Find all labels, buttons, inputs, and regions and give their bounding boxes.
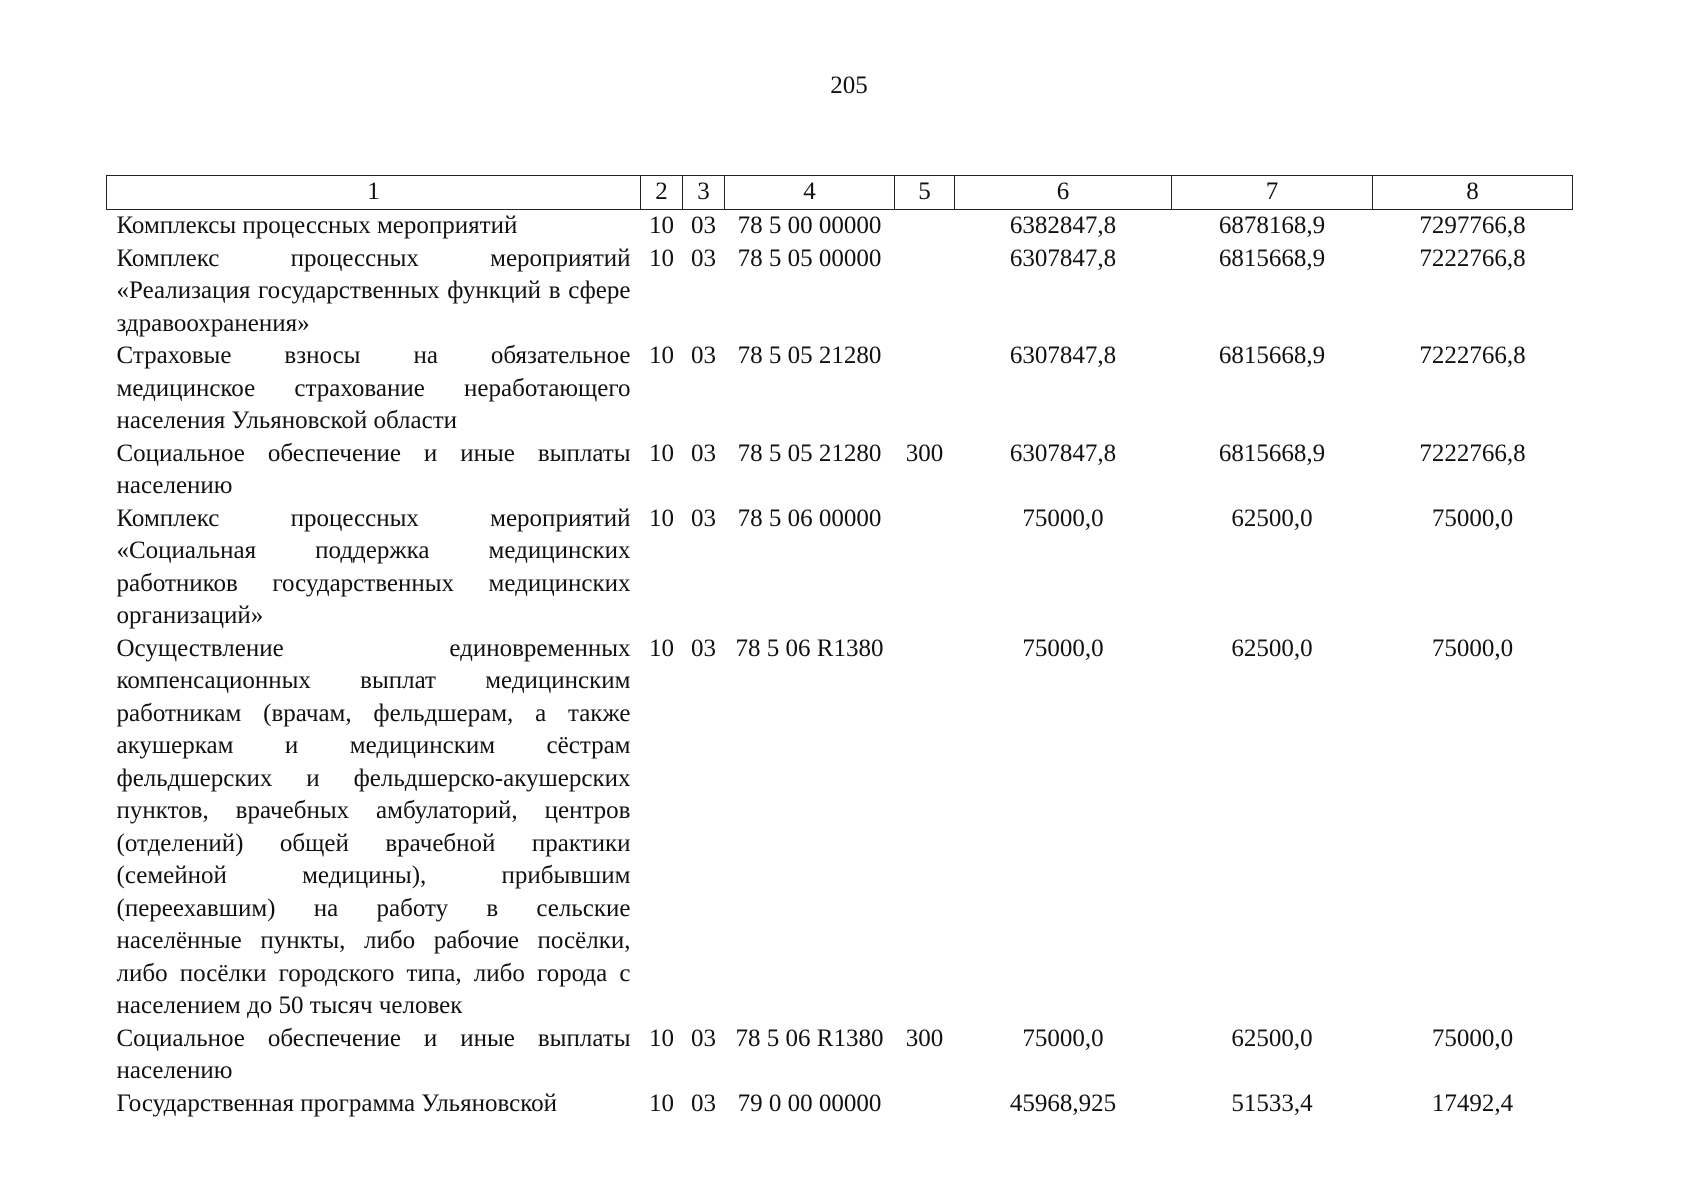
row-section: 10 [649,212,674,239]
row-expense-type: 300 [905,439,944,467]
row-amount-col6: 6307847,8 [1009,244,1117,272]
row-name: Осуществление единовременных компенсационных выплат медицинским работникам (врачам, фельдшерам, а также акушеркам и медицинским сёстрам фельдшерских и фельдшерско-акушерских пунктов, врачебных амбулаторий, центров (отделений) общей врачебной практики (семейной медицины), прибывшим (переехавшим) на работу в сельские населённые пункты, либо рабочие посёлки, либо посёлки городского типа, либо города с населением до 50 тысяч человек [116,634,631,1019]
header-col-1: 1 [107,176,641,210]
table-header [107,176,1573,210]
row-amount-col8: 75000,0 [1431,504,1514,532]
row-target-code: 78 5 06 R1380 [735,634,884,662]
row-amount-col6: 6307847,8 [1009,439,1117,467]
header-col-5: 5 [895,176,955,210]
row-section: 10 [649,504,674,532]
table-row [107,438,1573,503]
table-row [107,633,1573,1023]
row-name: Комплексы процессных мероприятий [116,212,518,239]
row-target-code: 78 5 06 00000 [737,504,882,532]
row-amount-col6: 75000,0 [1022,1024,1104,1052]
row-expense-type [895,340,955,438]
row-subsection: 03 [691,342,716,369]
row-amount-col7: 62500,0 [1231,634,1313,662]
row-amount-col6: 75000,0 [1022,634,1104,662]
row-amount-col8: 17492,4 [1431,1089,1514,1117]
row-name: Социальное обеспечение и иные выплаты населению [116,439,631,499]
row-amount-col6: 45968,925 [1009,1089,1117,1117]
row-amount-col7: 6815668,9 [1218,439,1326,467]
header-col-2: 2 [641,176,683,210]
row-subsection: 03 [691,439,716,467]
row-expense-type: 300 [905,1024,944,1052]
row-amount-col8: 7222766,8 [1419,244,1526,272]
row-section: 10 [649,439,674,467]
row-target-code: 78 5 05 21280 [737,439,882,467]
row-expense-type [895,503,955,633]
row-amount-col7: 51533,4 [1231,1089,1313,1117]
row-target-code: 78 5 06 R1380 [735,1024,884,1052]
row-name: Государственная программа Ульяновской [116,1089,557,1117]
row-amount-col7: 6878168,9 [1218,212,1326,239]
row-amount-col6: 6382847,8 [1009,212,1117,239]
row-amount-col7: 62500,0 [1231,1024,1313,1052]
table-row [107,503,1573,633]
row-section: 10 [649,1024,674,1052]
row-amount-col7: 62500,0 [1231,504,1313,532]
row-target-code: 78 5 05 00000 [737,244,882,272]
table-row [107,210,1573,243]
header-col-6: 6 [955,176,1172,210]
row-amount-col8: 7297766,8 [1419,212,1526,239]
row-expense-type [895,1088,955,1121]
header-col-4: 4 [725,176,895,210]
table-row [107,243,1573,341]
row-subsection: 03 [691,212,716,239]
row-section: 10 [649,634,674,662]
row-subsection: 03 [691,1024,716,1052]
row-target-code: 78 5 00 00000 [737,212,882,239]
row-amount-col7: 6815668,9 [1218,244,1326,272]
row-amount-col7: 6815668,9 [1218,342,1326,369]
row-section: 10 [649,244,674,272]
row-amount-col8: 75000,0 [1431,634,1514,662]
row-target-code: 79 0 00 00000 [737,1089,882,1117]
header-col-7: 7 [1172,176,1373,210]
budget-table [106,175,1573,1120]
row-amount-col8: 7222766,8 [1419,342,1526,369]
row-target-code: 78 5 05 21280 [737,342,882,369]
row-section: 10 [649,342,674,369]
table-row [107,340,1573,438]
row-amount-col6: 75000,0 [1022,504,1104,532]
row-expense-type [895,243,955,341]
table-row [107,1088,1573,1121]
row-amount-col8: 75000,0 [1431,1024,1514,1052]
row-amount-col8: 7222766,8 [1419,439,1526,467]
table-row [107,1023,1573,1088]
page-number: 205 [830,72,868,99]
row-subsection: 03 [691,504,716,532]
row-name: Страховые взносы на обязательное медицинское страхование неработающего населения Ульяновской области [116,342,631,434]
row-expense-type [895,210,955,243]
row-subsection: 03 [691,634,716,662]
header-col-3: 3 [683,176,725,210]
header-col-8: 8 [1373,176,1573,210]
row-name: Социальное обеспечение и иные выплаты населению [116,1024,631,1084]
row-name: Комплекс процессных мероприятий «Социальная поддержка медицинских работников государственных медицинских организаций» [116,504,631,629]
row-name: Комплекс процессных мероприятий «Реализация государственных функций в сфере здравоохранения» [116,244,631,337]
row-expense-type [895,633,955,1023]
row-subsection: 03 [691,1089,716,1117]
row-amount-col6: 6307847,8 [1009,342,1117,369]
row-subsection: 03 [691,244,716,272]
row-section: 10 [649,1089,674,1117]
